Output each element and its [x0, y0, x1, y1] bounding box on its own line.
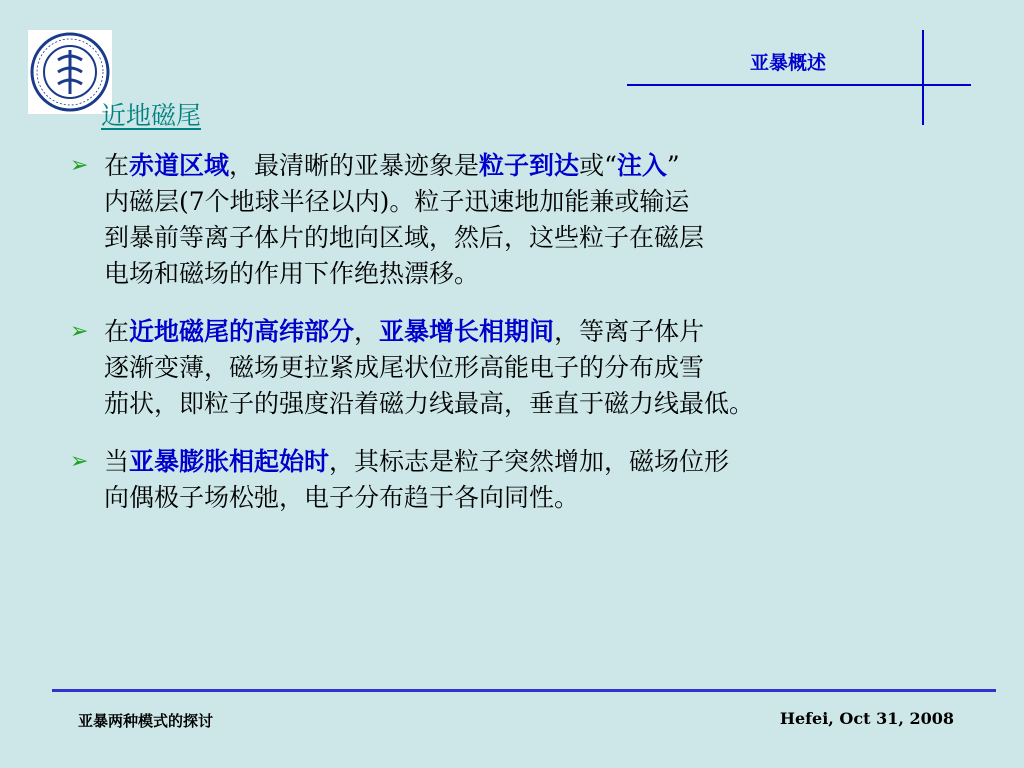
highlighted-term: 注入 [616, 151, 667, 180]
bullet-line [104, 220, 990, 256]
highlighted-term: 亚暴膨胀相起始时 [129, 447, 330, 476]
highlighted-term: 亚暴增长相期间 [379, 317, 555, 346]
section-title: 亚暴概述 [750, 52, 827, 74]
bullet-line [104, 386, 990, 422]
bullet-line [104, 444, 990, 480]
header-divider-horizontal [627, 84, 971, 86]
bullet-line [104, 480, 990, 516]
header-divider-vertical [922, 30, 924, 125]
slide-subtitle: 近地磁尾 [101, 101, 202, 130]
highlighted-term: 粒子到达 [479, 151, 580, 180]
body-text: ， [354, 317, 380, 346]
bullet-item [70, 444, 990, 516]
body-text: 电场和磁场的作用下作绝热漂移。 [104, 259, 480, 288]
body-text: 在 [104, 151, 130, 180]
body-text: 或“ [579, 151, 617, 180]
footer-date: Hefei, Oct 31, 2008 [779, 709, 954, 728]
body-text: 到暴前等离子体片的地向区域，然后，这些粒子在磁层 [104, 223, 705, 252]
highlighted-term: 赤道区域 [129, 151, 230, 180]
highlighted-term: 近地磁尾的高纬部分 [129, 317, 355, 346]
university-seal-icon [28, 30, 112, 114]
bullet-line [104, 184, 990, 220]
footer-divider [52, 689, 996, 692]
bullet-item [70, 314, 990, 422]
body-text: 在 [104, 317, 130, 346]
body-text: ” [666, 151, 680, 180]
bullet-line [104, 350, 990, 386]
body-text: 当 [104, 447, 130, 476]
bullet-line [104, 314, 990, 350]
bullet-line [104, 148, 990, 184]
arrow-right-icon: ➢ [70, 449, 89, 474]
body-text: ，等离子体片 [554, 317, 705, 346]
body-text: 向偶极子场松弛，电子分布趋于各向同性。 [104, 483, 580, 512]
university-logo [28, 30, 112, 114]
body-text: 内磁层(7个地球半径以内)。粒子迅速地加能兼或输运 [104, 187, 690, 216]
body-text: ，最清晰的亚暴迹象是 [229, 151, 480, 180]
bullet-line [104, 256, 990, 292]
bullet-list [70, 148, 990, 538]
body-text: ，其标志是粒子突然增加，磁场位形 [329, 447, 730, 476]
arrow-right-icon: ➢ [70, 319, 89, 344]
arrow-right-icon: ➢ [70, 153, 89, 178]
bullet-item [70, 148, 990, 292]
body-text: 茄状，即粒子的强度沿着磁力线最高，垂直于磁力线最低。 [104, 389, 755, 418]
footer-topic: 亚暴两种模式的探讨 [78, 712, 214, 730]
body-text: 逐渐变薄，磁场更拉紧成尾状位形高能电子的分布成雪 [104, 353, 705, 382]
